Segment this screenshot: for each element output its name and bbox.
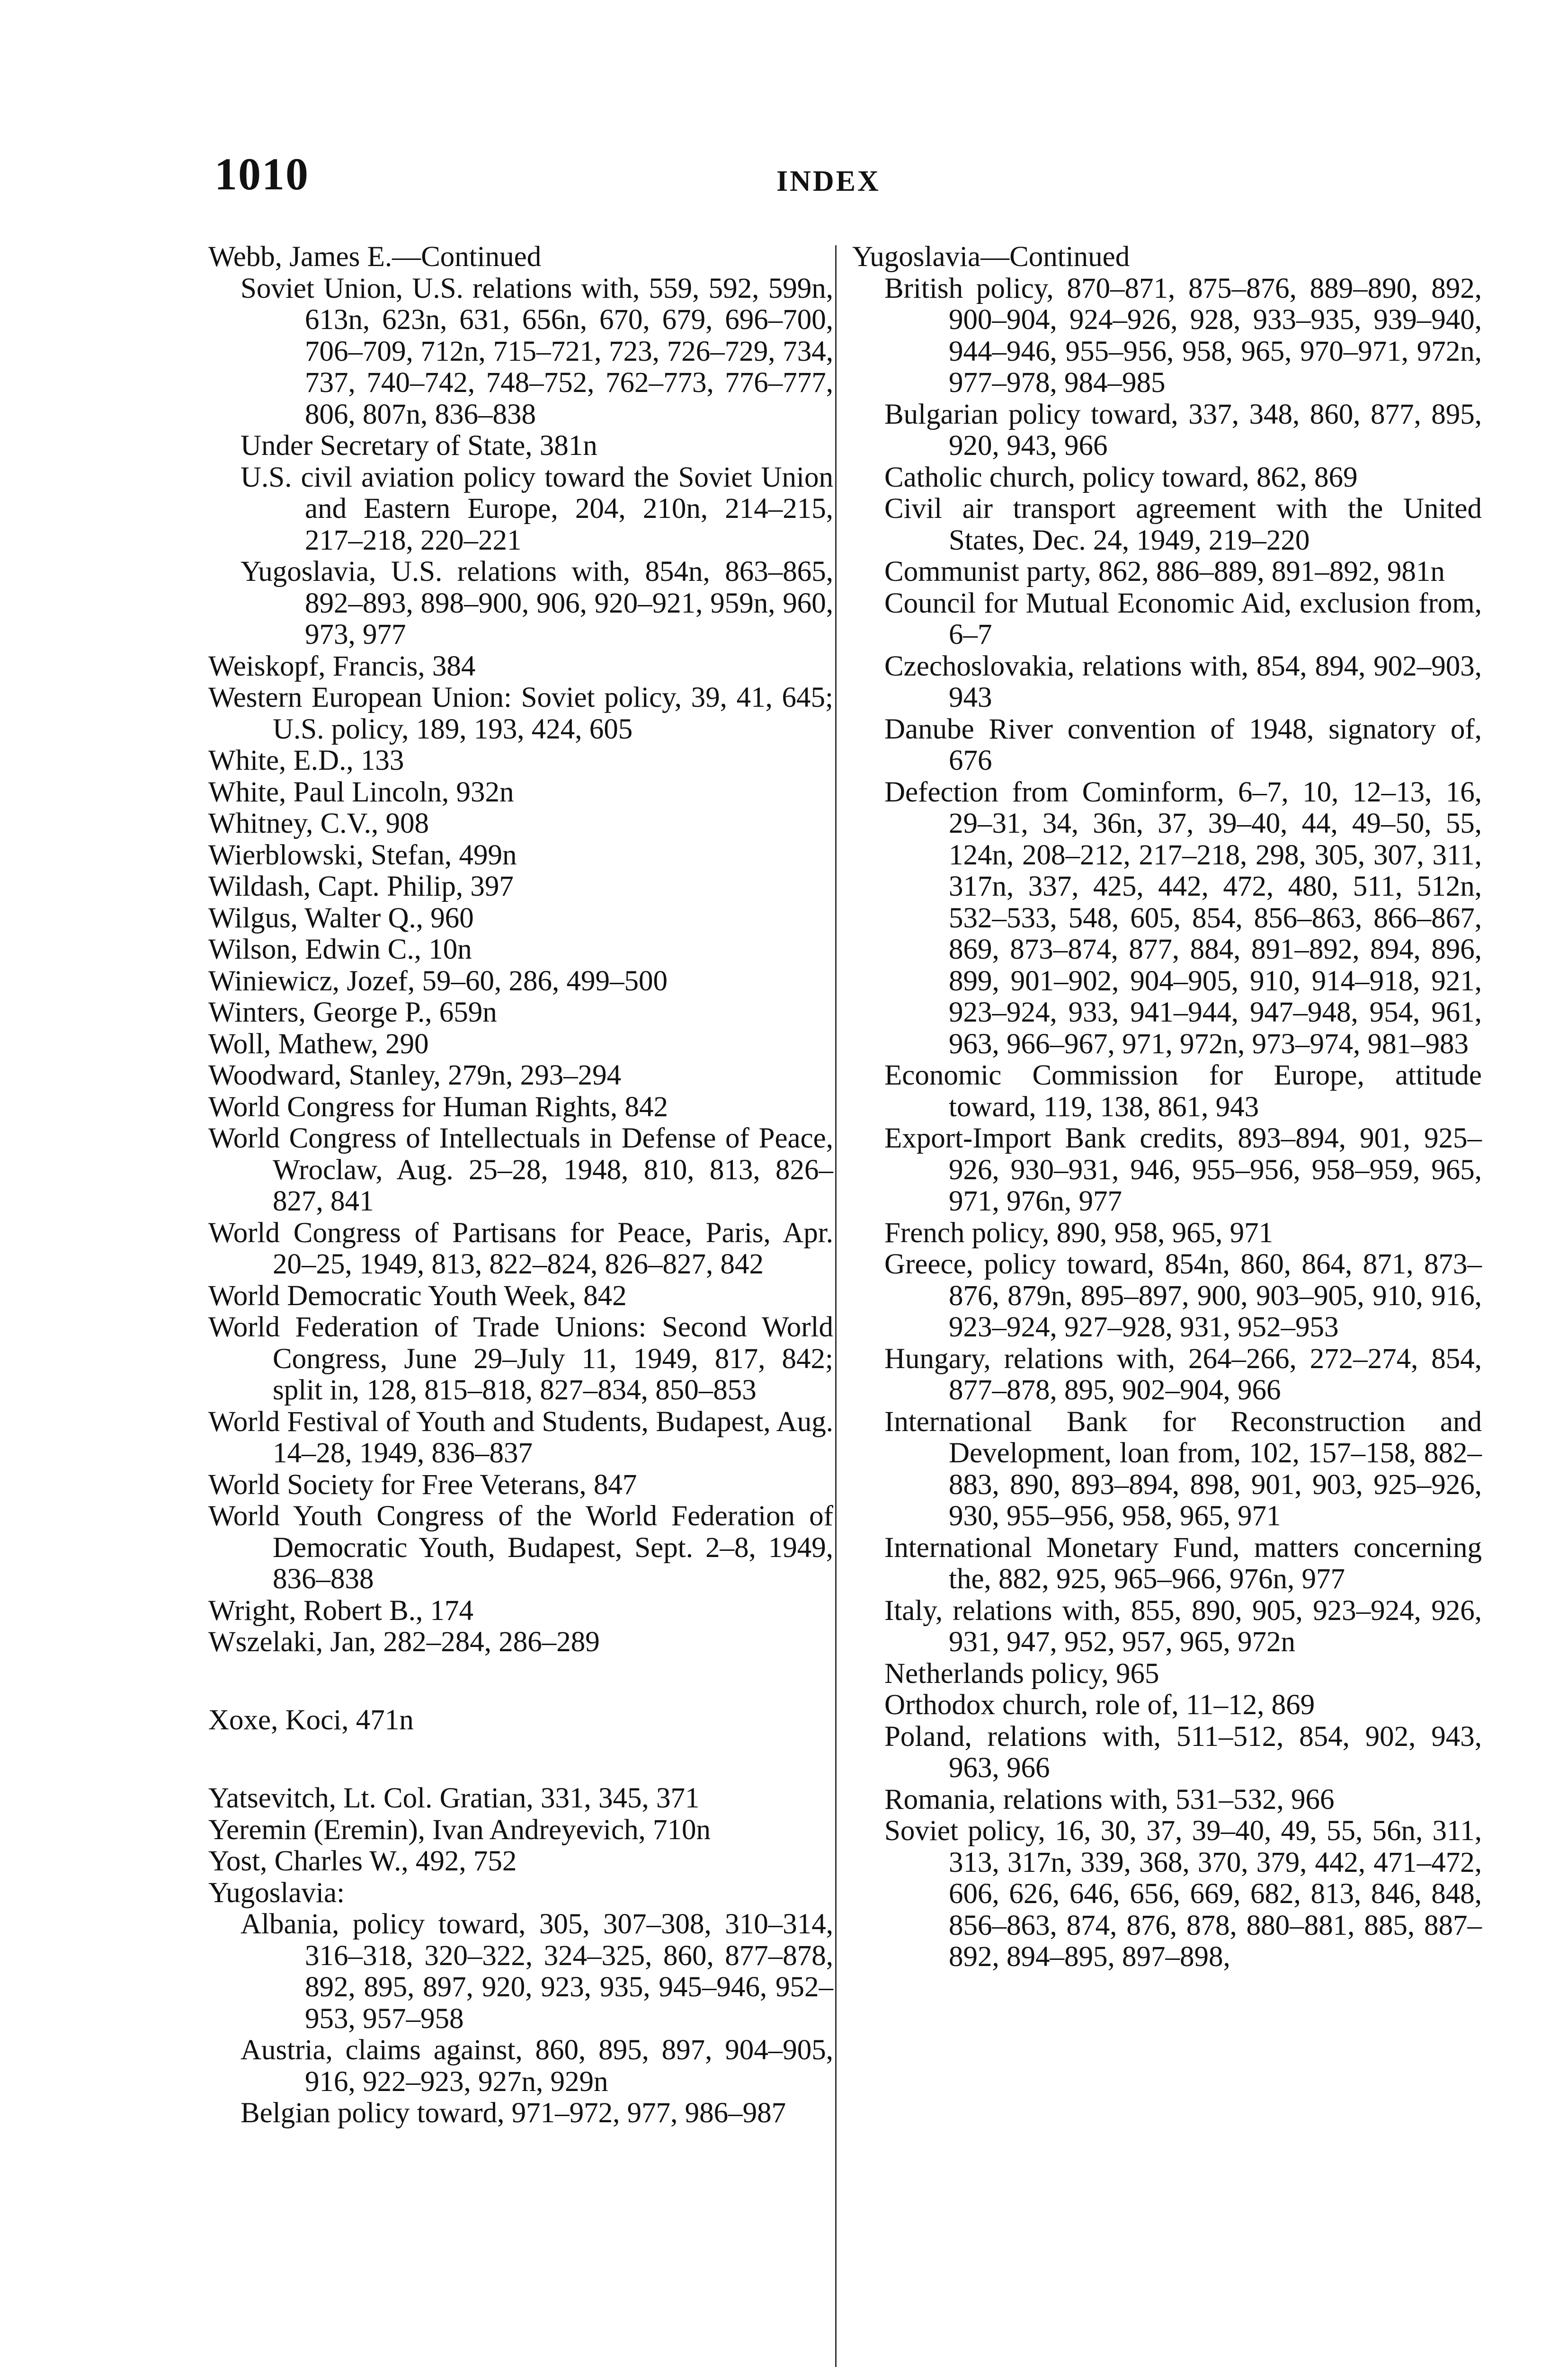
index-entry: Yatsevitch, Lt. Col. Gratian, 331, 345, 371 [208,1782,700,1814]
index-entry: Webb, James E.—Continued [208,241,542,273]
index-subentry: Defection from Cominform, 6–7, 10, 12–13, 16, 29–31, 34, 36n, 37, 39–40, 44, 49–50, 55, 124n, 208–212, 217–218, 298, 305, 307, 311, 317n, 337, 425, 442, 472, 480, 511, 512n, 532–533, 548, 605, 854, 856–863, 866–867, 869, 873–874, 877, 884, 891–892, 894, 896, 899, 901–902, 904–905, 910, 914–918, 921, 923–924, 933, 941–944, 947–948, 954, 961, 963, 966–967, 971, 972n, 973–974, 981–983 [884,776,1482,1060]
index-entry: Yost, Charles W., 492, 752 [208,1845,517,1877]
index-entry: Wszelaki, Jan, 282–284, 286–289 [208,1626,600,1658]
index-subentry: International Monetary Fund, matters concerning the, 882, 925, 965–966, 976n, 977 [884,1531,1482,1595]
index-entry: Yeremin (Eremin), Ivan Andreyevich, 710n [208,1814,711,1846]
index-subentry: Bulgarian policy toward, 337, 348, 860, 877, 895, 920, 943, 966 [884,398,1482,462]
index-subentry: French policy, 890, 958, 965, 971 [884,1217,1274,1249]
index-entry: Xoxe, Koci, 471n [208,1704,414,1736]
index-subentry: Netherlands policy, 965 [884,1657,1159,1690]
index-subentry: Danube River convention of 1948, signatory of, 676 [884,713,1482,776]
index-subentry: Council for Mutual Economic Aid, exclusion from, 6–7 [884,587,1482,650]
index-entry: World Congress of Intellectuals in Defense of Peace, Wroclaw, Aug. 25–28, 1948, 810, 813, 826–827, 841 [208,1122,833,1217]
index-subentry: Orthodox church, role of, 11–12, 869 [884,1689,1315,1721]
index-entry: Wierblowski, Stefan, 499n [208,839,517,871]
index-entry: Winters, George P., 659n [208,997,497,1028]
running-head: INDEX [776,165,881,197]
index-subentry: Catholic church, policy toward, 862, 869 [884,461,1358,493]
index-entry: Western European Union: Soviet policy, 39, 41, 645; U.S. policy, 189, 193, 424, 605 [208,682,833,745]
index-subentry: Romania, relations with, 531–532, 966 [884,1783,1335,1815]
index-entry: Weiskopf, Francis, 384 [208,650,476,682]
index-subentry: International Bank for Reconstruction and Development, loan from, 102, 157–158, 882–883, 890, 893–894, 898, 901, 903, 925–926, 930, 955–956, 958, 965, 971 [884,1406,1482,1532]
index-subentry: Export-Import Bank credits, 893–894, 901, 925–926, 930–931, 946, 955–956, 958–959, 965, 971, 976n, 977 [884,1122,1482,1217]
index-subentry: Soviet policy, 16, 30, 37, 39–40, 49, 55, 56n, 311, 313, 317n, 339, 368, 370, 379, 442, 471–472, 606, 626, 646, 656, 669, 682, 813, 846, 848, 856–863, 874, 876, 878, 880–881, 885, 887–892, 894–895, 897–898, [884,1815,1482,1973]
index-subentry: Under Secretary of State, 381n [241,430,597,462]
index-entry: Winiewicz, Jozef, 59–60, 286, 499–500 [208,965,668,997]
index-subentry: Hungary, relations with, 264–266, 272–274, 854, 877–878, 895, 902–904, 966 [884,1343,1482,1406]
index-column-right [852,241,1482,1973]
index-subentry: Italy, relations with, 855, 890, 905, 923–924, 926, 931, 947, 952, 957, 965, 972n [884,1594,1482,1658]
index-subentry: U.S. civil aviation policy toward the Soviet Union and Eastern Europe, 204, 210n, 214–215, 217–218, 220–221 [241,461,833,556]
entry-gap [208,1744,833,1776]
index-entry: White, E.D., 133 [208,745,404,776]
index-entry: Woodward, Stanley, 279n, 293–294 [208,1059,622,1091]
index-subentry: Communist party, 862, 886–889, 891–892, 981n [884,556,1445,587]
page-number: 1010 [214,149,309,199]
index-subentry: Civil air transport agreement with the United States, Dec. 24, 1949, 219–220 [884,493,1482,556]
index-entry: World Democratic Youth Week, 842 [208,1280,627,1312]
index-entry: World Youth Congress of the World Federation of Democratic Youth, Budapest, Sept. 2–8, 1949, 836–838 [208,1500,833,1595]
column-divider [835,245,837,2367]
index-entry: White, Paul Lincoln, 932n [208,776,514,808]
index-entry: World Congress of Partisans for Peace, Paris, Apr. 20–25, 1949, 813, 822–824, 826–827, 842 [208,1217,833,1280]
entry-gap [208,1666,833,1698]
index-column-left [208,241,833,2129]
index-entry: Wright, Robert B., 174 [208,1594,474,1627]
index-entry: Yugoslavia: [208,1877,345,1909]
index-entry: Wilgus, Walter Q., 960 [208,902,474,934]
index-entry: Yugoslavia—Continued [852,241,1130,273]
index-subentry: Yugoslavia, U.S. relations with, 854n, 863–865, 892–893, 898–900, 906, 920–921, 959n, 960, 973, 977 [241,556,833,650]
index-subentry: Czechoslovakia, relations with, 854, 894, 902–903, 943 [884,650,1482,713]
index-entry: World Society for Free Veterans, 847 [208,1468,637,1501]
index-subentry: Belgian policy toward, 971–972, 977, 986–987 [241,2097,786,2129]
index-subentry: Albania, policy toward, 305, 307–308, 310–314, 316–318, 320–322, 324–325, 860, 877–878, 892, 895, 897, 920, 923, 935, 945–946, 952–953, 957–958 [241,1908,833,2035]
index-entry: World Congress for Human Rights, 842 [208,1091,668,1123]
index-entry: Woll, Mathew, 290 [208,1028,429,1060]
index-entry: Wilson, Edwin C., 10n [208,934,472,965]
index-subentry: Poland, relations with, 511–512, 854, 902, 943, 963, 966 [884,1720,1482,1784]
index-entry: World Festival of Youth and Students, Budapest, Aug. 14–28, 1949, 836–837 [208,1406,833,1469]
index-subentry: British policy, 870–871, 875–876, 889–890, 892, 900–904, 924–926, 928, 933–935, 939–940, 944–946, 955–956, 958, 965, 970–971, 972n, 977–978, 984–985 [884,272,1482,399]
index-subentry: Economic Commission for Europe, attitude toward, 119, 138, 861, 943 [884,1059,1482,1123]
index-subentry: Soviet Union, U.S. relations with, 559, 592, 599n, 613n, 623n, 631, 656n, 670, 679, 696–700, 706–709, 712n, 715–721, 723, 726–729, 734, 737, 740–742, 748–752, 762–773, 776–777, 806, 807n, 836–838 [241,272,833,430]
index-entry: World Federation of Trade Unions: Second World Congress, June 29–July 11, 1949, 817, 842; split in, 128, 815–818, 827–834, 850–853 [208,1311,833,1406]
index-entry: Wildash, Capt. Philip, 397 [208,871,514,902]
index-entry: Whitney, C.V., 908 [208,808,429,839]
index-subentry: Greece, policy toward, 854n, 860, 864, 871, 873–876, 879n, 895–897, 900, 903–905, 910, 916, 923–924, 927–928, 931, 952–953 [884,1248,1482,1343]
index-subentry: Austria, claims against, 860, 895, 897, 904–905, 916, 922–923, 927n, 929n [241,2034,833,2098]
